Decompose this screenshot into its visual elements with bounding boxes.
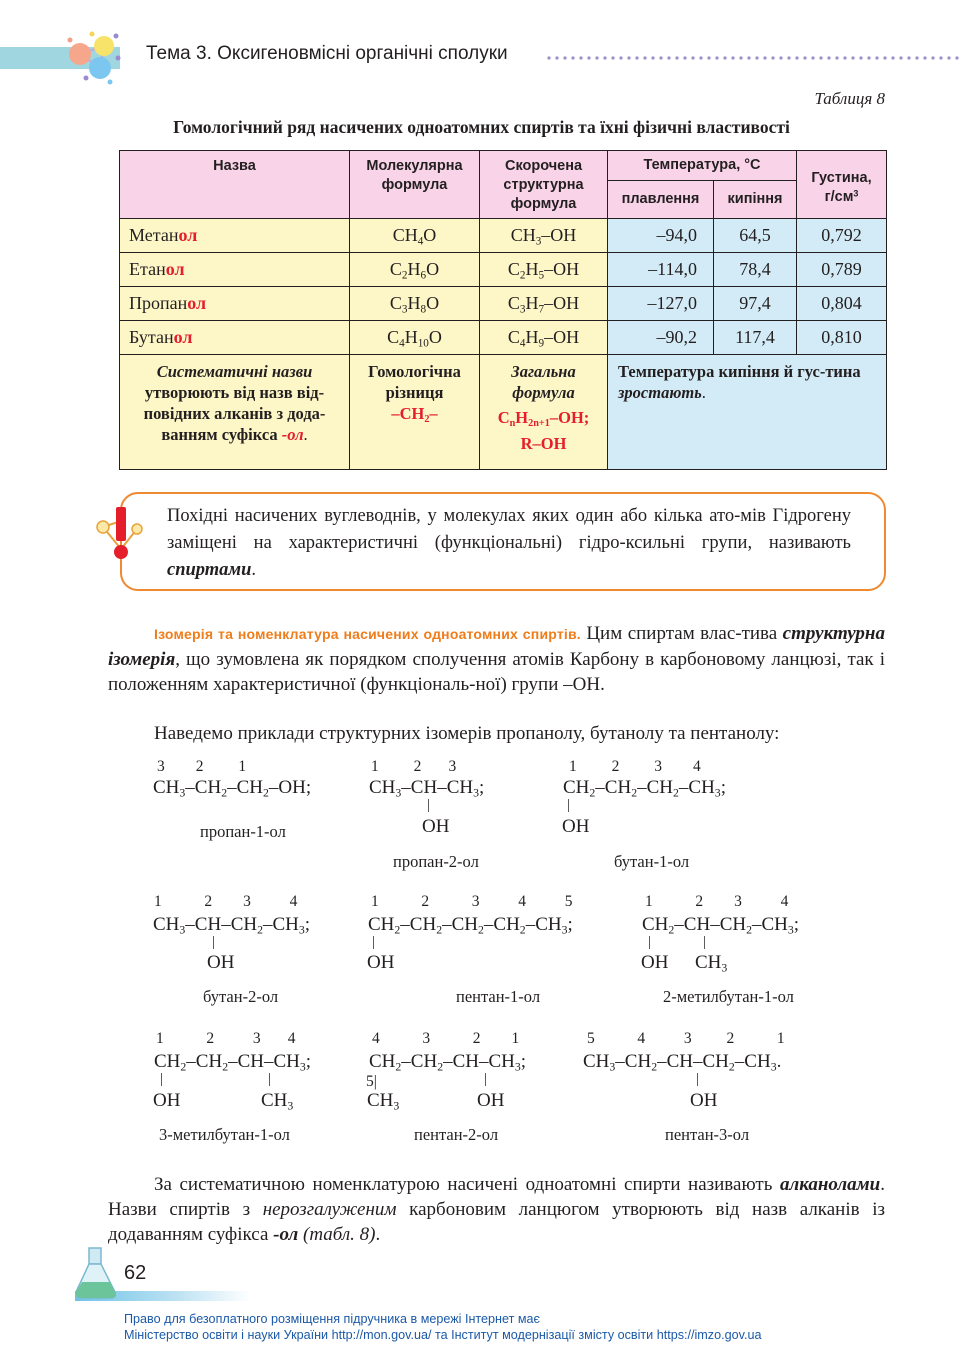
alcohols-table [119, 150, 887, 470]
carbon-numbers: 1 2 3 4 [569, 758, 701, 775]
bond-line: | [427, 797, 431, 813]
oh-group: OH [641, 952, 669, 973]
nomenclature-paragraph: За систематичною номенклатурою насичені одноатомні спирти називають алканолами. Назви спиртів з нерозгалуженим карбоновим ланцюгом утворюють від назв алканів із додаванням суфікса -ол (табл. 8). [108, 1174, 886, 1245]
header-dotted-line [545, 56, 963, 60]
oh-group: OH [690, 1090, 718, 1111]
bond-line: | [648, 934, 652, 950]
name-3-methylbutan-1-ol: 3-метилбутан-1-ол [159, 1125, 290, 1144]
oh-group: OH [422, 816, 450, 837]
carbon-numbers: 5 4 3 2 1 [587, 1030, 785, 1047]
name-butan-2-ol: бутан-2-ол [203, 987, 279, 1006]
ch3-group: $CH_3$ [367, 1090, 400, 1113]
name-pentan-2-ol: пентан-2-ол [414, 1125, 499, 1144]
carbon-numbers: 3 2 1 [157, 758, 247, 775]
bond-line: | [372, 934, 376, 950]
formula-propan-2-ol: $CH_3-CH-CH_3$; [369, 777, 485, 800]
table-caption: Таблиця 8 [814, 89, 885, 108]
table-row-butanol: Бутанол $C_4H_{10}O$ $C_4H_9-OH$ –90,2 117,4 0,810 [120, 321, 887, 355]
oh-group: OH [477, 1090, 505, 1111]
bond-line: | [696, 1071, 700, 1087]
chapter-title: Тема 3. Оксигеновмісні органічні сполуки [146, 43, 508, 64]
formula-propan-1-ol: $CH_3-CH_2-CH_2-OH$; [153, 777, 312, 800]
header-density: Густина, $г/см^3$ [797, 151, 887, 219]
definition-text: Похідні насичених вуглеводнів, у молекулах яких один або кілька ато-мів Гідрогену заміщені на характеристичні (функціональні) гідро-ксильні групи, називають спиртами. [167, 506, 851, 580]
copyright-notice-line1: Право для безоплатного розміщення підручника в мережі Інтернет має [124, 1312, 540, 1326]
name-pentan-1-ol: пентан-1-ол [456, 987, 541, 1006]
summary-trend-cell: Температура кипіння й гус-тина зростають. [608, 355, 887, 470]
oh-group: OH [562, 816, 590, 837]
name-propan-1-ol: пропан-1-ол [200, 822, 286, 841]
formula-pentan-2-ol: $CH_2-CH_2-CH-CH_3$; [369, 1051, 527, 1074]
table-row-methanol: Метанол $CH_4O$ $CH_3-OH$ –94,0 64,5 0,792 [120, 219, 887, 253]
formula-pentan-3-ol: $CH_3-CH_2-CH-CH_2-CH_3$. [583, 1051, 782, 1074]
bond-line: | [484, 1071, 488, 1087]
formula-2-methylbutan-1-ol: $CH_2-CH-CH_2-CH_3$; [642, 914, 800, 937]
name-pentan-3-ol: пентан-3-ол [665, 1125, 750, 1144]
oh-group: OH [367, 952, 395, 973]
copyright-notice-line2: Міністерство освіти і науки України http://mon.gov.ua/ та Інститут модернізації змісту освіти https://imzo.gov.ua [124, 1328, 762, 1342]
summary-difference-cell: Гомологічна різниця $-CH_2-$ [350, 355, 480, 470]
ch3-group: $CH_3$ [695, 952, 728, 975]
header-name: Назва [120, 151, 350, 219]
oh-group: OH [153, 1090, 181, 1111]
examples-intro: Наведемо приклади структурних ізомерів пропанолу, бутанолу та пентанолу: [154, 723, 780, 744]
formula-3-methylbutan-1-ol: $CH_2-CH_2-CH-CH_3$; [154, 1051, 312, 1074]
bond-line: | [160, 1071, 164, 1087]
table-row-ethanol: Етанол $C_2H_6O$ $C_2H_5-OH$ –114,0 78,4 0,789 [120, 253, 887, 287]
ch3-group: $CH_3$ [261, 1090, 294, 1113]
exclamation-molecule-icon [93, 505, 143, 565]
formula-butan-2-ol: $CH_3-CH-CH_2-CH_3$; [153, 914, 311, 937]
summary-names-cell: Систематичні назви утворюють від назв від-повідних алканів з дода-ванням суфікса -ол. [120, 355, 350, 470]
flask-icon [73, 1246, 119, 1300]
bond-line: | [268, 1071, 272, 1087]
header-molecular-formula: Молекулярна формула [350, 151, 480, 219]
table-title: Гомологічний ряд насичених одноатомних спиртів та їхні фізичні властивості [173, 117, 790, 137]
header-temperature: Температура, °С [608, 151, 797, 181]
bond-line: | [212, 934, 216, 950]
table-summary-row [120, 355, 887, 470]
isomerism-paragraph: Ізомерія та номенклатура насичених одноатомних спиртів. Цим спиртам влас-тива структурна ізомерія, що зумовлена як порядком сполучення атомів Карбону в карбоновому ланцюзі, так і положенням характеристичної (функціональ-ної) групи –OH. [108, 623, 885, 695]
carbon-number-5: 5| [366, 1073, 377, 1090]
formula-pentan-1-ol: $CH_2-CH_2-CH_2-CH_2-CH_3$; [368, 914, 573, 937]
name-butan-1-ol: бутан-1-ол [614, 852, 690, 871]
carbon-numbers: 1 2 3 4 [156, 1030, 296, 1047]
name-2-methylbutan-1-ol: 2-метилбутан-1-ол [663, 987, 794, 1006]
table-row-propanol: Пропанол $C_3H_8O$ $C_3H_7-OH$ –127,0 97,4 0,804 [120, 287, 887, 321]
header-structural-formula: Скорочена структурна формула [480, 151, 608, 219]
carbon-numbers: 1 2 3 4 [154, 893, 298, 910]
page-number: 62 [124, 1262, 147, 1284]
header-boiling: кипіння [714, 181, 797, 219]
carbon-numbers: 1 2 3 [371, 758, 457, 775]
carbon-numbers: 1 2 3 4 5 [371, 893, 573, 910]
molecule-logo-icon [62, 28, 124, 86]
oh-group: OH [207, 952, 235, 973]
bond-line: | [703, 934, 707, 950]
section-heading: Ізомерія та номенклатура насичених одноатомних спиртів. [154, 626, 581, 642]
bond-line: | [567, 797, 571, 813]
carbon-numbers: 4 3 2 1 [372, 1030, 520, 1047]
carbon-numbers: 1 2 3 4 [645, 893, 789, 910]
header-melting: плавлення [608, 181, 714, 219]
name-propan-2-ol: пропан-2-ол [393, 852, 479, 871]
summary-general-formula-cell: Загальна формула $C_nH_{2n+1}-OH$; R–OH [480, 355, 608, 470]
formula-butan-1-ol: $CH_2-CH_2-CH_2-CH_3$; [563, 777, 726, 800]
